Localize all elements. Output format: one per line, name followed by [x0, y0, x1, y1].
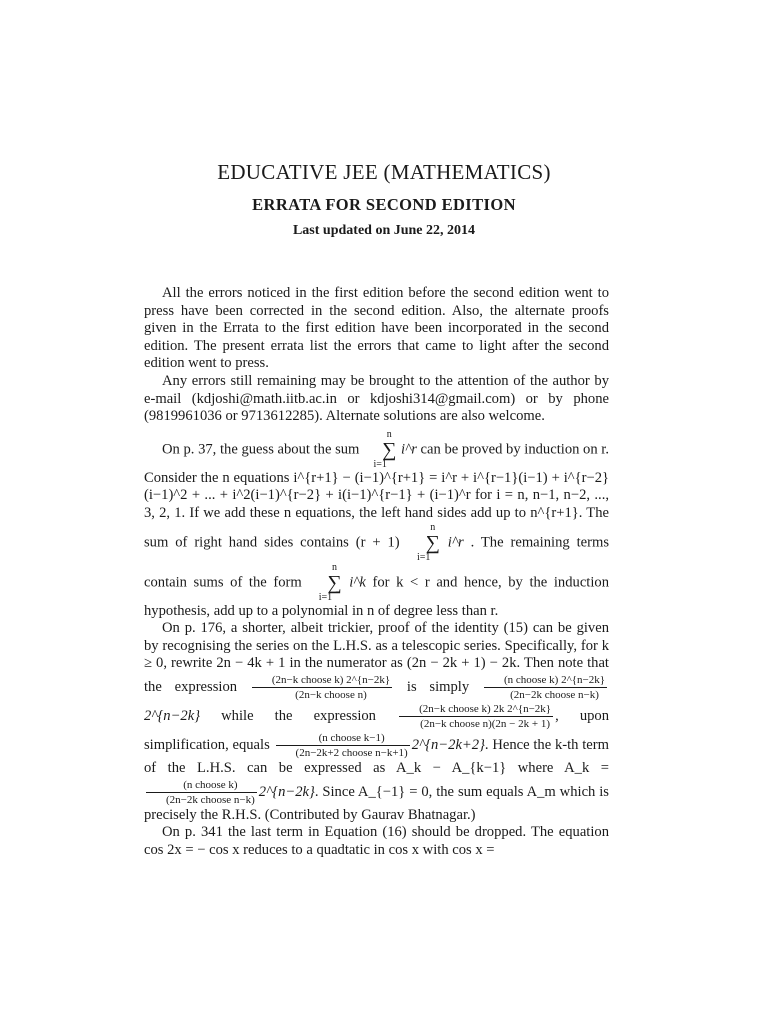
p176-text-d: , upon simplification, equals — [144, 707, 609, 753]
sum-lower: i=1 — [373, 458, 387, 470]
document-subtitle: ERRATA FOR SECOND EDITION — [252, 195, 516, 214]
fraction-1-denominator: (2n−k choose n) — [295, 688, 367, 701]
sum-term-k: i^k — [349, 573, 366, 590]
p176-text-b: is simply — [406, 678, 470, 695]
sum-lower: i=1 — [417, 551, 431, 563]
p176-text-c: while the expression — [221, 707, 376, 724]
fraction-2-denominator: (2n−2k choose n−k) — [510, 688, 599, 701]
p37-text-a: On p. 37, the guess about the sum — [162, 441, 360, 458]
document-title: EDUCATIVE JEE (MATHEMATICS) — [217, 160, 551, 184]
sigma-glyph: ∑ — [382, 438, 397, 461]
p37-text-b: can be proved by induction on r. Consider the n equations i^{r+1} − (i−1)^{r+1} = i^r + i^{r−1}(i−1) + i^{r−2}(i−1)^2 + ... + i^2(i−1)^{r−2} + i(i−1)^{r−1} + (i−1)^r for i = n, n−1, n−2, ..., 3, 2, 1. If we add these n equations, the left hand sides add up to n^{r+1}. The sum of right hand sides contains (r + 1) — [144, 441, 610, 550]
fraction-4 — [276, 731, 410, 760]
sum-term-r: i^r — [400, 441, 417, 458]
fraction-3 — [399, 702, 553, 731]
fraction-4-tail: 2^{n−2k+2} — [411, 736, 485, 753]
fraction-1 — [252, 673, 392, 702]
document-body — [144, 285, 609, 859]
fraction-1-numerator: (2n−k choose k) 2^{n−2k} — [252, 673, 392, 688]
sum-term-r2: i^r — [447, 533, 464, 550]
p176-text-e: . Hence the k-th term of the L.H.S. can be expressed as A_k − A_{k−1} where A_k = — [144, 736, 609, 776]
p176-text-f: . Since A_{−1} = 0, the sum equals A_m which is precisely the R.H.S. (Contributed by Gaurav Bhatnagar.) — [144, 783, 609, 823]
sum-symbol-r — [364, 430, 396, 470]
sum-upper: n — [386, 428, 392, 440]
sum-upper: n — [430, 521, 436, 533]
fraction-5-denominator: (2n−2k choose n−k) — [166, 793, 255, 806]
last-updated: Last updated on June 22, 2014 — [292, 223, 476, 238]
fraction-2-tail: 2^{n−2k} — [144, 707, 201, 724]
paragraph-contact: Any errors still remaining may be brought to the attention of the author by e-mail (kdjoshi@math.iitb.ac.in or kdjoshi314@gmail.com) or by phone (9819961036 or 9713612285). Alternate solutions are also welcome. — [144, 372, 609, 425]
fraction-4-denominator: (2n−2k+2 choose n−k+1) — [295, 746, 408, 759]
p176-text-a: On p. 176, a shorter, albeit trickier, proof of the identity (15) can be given by recognising the series on the L.H.S. as a telescopic series. Specifically, for k ≥ 0, rewrite 2n − 4k + 1 in the numerator as (2n − 2k + 1) − 2k. Then note that the expression — [144, 620, 609, 695]
sum-upper: n — [331, 561, 337, 573]
fraction-2-numerator: (n choose k) 2^{n−2k} — [484, 673, 607, 688]
paragraph-p341: On p. 341 the last term in Equation (16) should be dropped. The equation cos 2x = − cos x reduces to a quadtatic in cos x with cos x = — [144, 824, 609, 858]
sigma-glyph: ∑ — [425, 531, 440, 554]
paragraph-p176 — [144, 620, 609, 824]
fraction-5-tail: 2^{n−2k} — [258, 783, 315, 800]
p37-text-d: for k < r and hence, by the induction hypothesis, add up to a polynomial in n of degree less than r. — [144, 573, 610, 619]
fraction-2 — [484, 673, 607, 702]
sum-symbol-k — [309, 563, 341, 603]
sum-symbol-r2 — [408, 523, 440, 563]
fraction-4-numerator: (n choose k−1) — [276, 731, 410, 746]
sigma-glyph: ∑ — [327, 571, 342, 594]
sum-lower: i=1 — [318, 591, 333, 603]
paragraph-intro: All the errors noticed in the first edition before the second edition went to press have been corrected in the second edition. Also, the alternate proofs given in the Errata to the first edition have been incorporated in the second edition. The present errata list the errors that came to light after the second edition went to press. — [144, 285, 609, 372]
fraction-3-denominator: (2n−k choose n)(2n − 2k + 1) — [420, 717, 550, 730]
p37-text-c: . The remaining terms contain sums of the form — [144, 533, 609, 590]
fraction-5 — [146, 778, 257, 807]
fraction-5-numerator: (n choose k) — [146, 778, 257, 793]
paragraph-p37 — [144, 430, 609, 620]
fraction-3-numerator: (2n−k choose k) 2k 2^{n−2k} — [399, 702, 553, 717]
